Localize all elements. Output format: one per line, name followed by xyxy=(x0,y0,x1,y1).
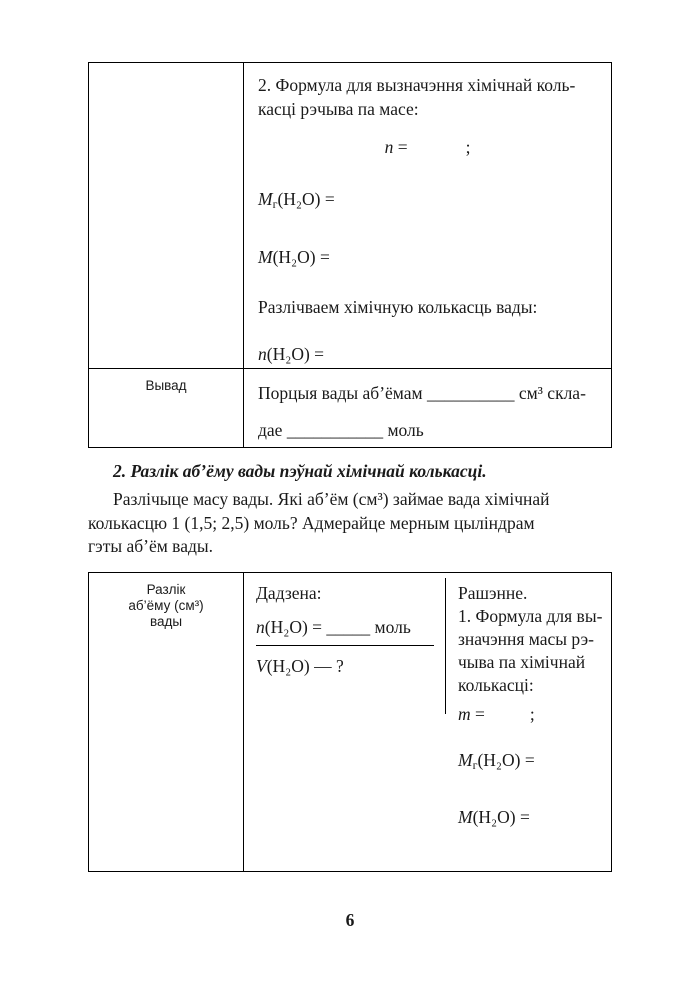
conclusion-line2-units: моль xyxy=(383,420,424,440)
symbol-n: n xyxy=(258,343,267,364)
formula-intro-line1: 2. Формула для вызначэння хімічнай коль- xyxy=(258,75,576,95)
unit-mol: моль xyxy=(370,617,411,637)
equation-find-v xyxy=(256,654,434,678)
calc-amount-text: Разлічваем хімічную колькасць вады: xyxy=(258,296,538,317)
solution-title: Рашэнне. xyxy=(458,583,528,603)
table-mass-calculation xyxy=(88,62,612,448)
equation-body: (H₂O) = xyxy=(472,806,530,827)
symbol-m-molar: M xyxy=(458,750,473,770)
equation-mr-h2o xyxy=(458,748,603,777)
equation-body: (H₂O) = xyxy=(264,617,327,637)
solution-text-line4: колькасці: xyxy=(458,675,534,695)
conclusion-cell xyxy=(244,369,611,447)
symbol-m-subscript: г xyxy=(272,196,278,211)
semicolon: ; xyxy=(529,704,535,724)
task2-text-line3: гэты аб’ём вады. xyxy=(88,536,214,556)
symbol-n: n xyxy=(256,617,265,637)
formula-intro-text xyxy=(258,73,597,121)
symbol-m-mass: m xyxy=(458,704,471,724)
conclusion-line2-text: дае xyxy=(258,420,287,440)
equation-body: (H₂O) — ? xyxy=(266,656,344,676)
conclusion-line1-text: Порцыя вады аб’ёмам xyxy=(258,383,427,403)
fill-in-blank-mol: _____ xyxy=(326,617,371,637)
page-number: 6 xyxy=(345,910,355,930)
volume-label-cell xyxy=(89,573,244,871)
task2-text-line1: Разлічыце масу вады. Які аб’ём (см³) займае вада хімічнай xyxy=(113,489,550,509)
table-volume-calculation xyxy=(88,572,612,872)
semicolon: ; xyxy=(465,137,471,157)
symbol-m-molar: M xyxy=(258,189,273,209)
given-title: Дадзена: xyxy=(256,583,322,603)
volume-label-line3: вады xyxy=(149,614,183,629)
symbol-n: n xyxy=(384,137,394,157)
equation-mr-h2o xyxy=(258,187,597,216)
task2-text-line2: колькасцю 1 (1,5; 2,5) моль? Адмерайце мерным цыліндрам xyxy=(88,512,535,533)
symbol-m: M xyxy=(258,246,273,267)
table-row-conclusion xyxy=(89,368,611,447)
table1-empty-label-cell xyxy=(89,63,244,368)
equation-m-h2o xyxy=(258,245,597,269)
equation-body: (H₂O) = xyxy=(277,189,335,209)
equation-body: (H₂O) = xyxy=(477,750,535,770)
given-cell xyxy=(244,573,446,871)
symbol-m-subscript: г xyxy=(472,757,478,772)
conclusion-label: Вывад xyxy=(89,369,244,447)
table-row-solution xyxy=(89,63,611,368)
given-solution-divider xyxy=(445,578,446,714)
fill-in-blank-volume: __________ xyxy=(426,383,515,403)
equals-sign: = xyxy=(470,704,485,724)
equation-n-blank xyxy=(258,135,597,159)
solution-text-line1: 1. Формула для вы- xyxy=(458,606,603,626)
solution-cell xyxy=(446,573,611,871)
conclusion-line1-units: см³ скла- xyxy=(514,383,586,403)
fill-in-blank-amount: ___________ xyxy=(286,420,384,440)
table-row-volume xyxy=(89,573,611,871)
symbol-m: M xyxy=(458,806,473,827)
equation-m-h2o xyxy=(458,805,603,829)
equation-m-blank xyxy=(458,702,603,726)
equation-body: (H₂O) = xyxy=(266,343,325,364)
equation-given-n xyxy=(256,615,434,639)
equation-body: (H₂O) = xyxy=(272,246,330,267)
task2-heading: 2. Разлік аб’ёму вады пэўнай хімічнай колькасці. xyxy=(113,461,487,481)
equals-sign: = xyxy=(393,137,408,157)
volume-label-line2: аб’ёму (см³) xyxy=(128,598,204,613)
task2-section xyxy=(88,458,612,559)
formula-intro-line2: касці рэчыва па масе: xyxy=(258,99,419,119)
solution-text-line2: значэння масы рэ- xyxy=(458,629,594,649)
given-find-divider xyxy=(256,645,434,646)
volume-label-line1: Разлік xyxy=(146,582,186,597)
equation-n-h2o xyxy=(258,342,597,366)
solution-text-line3: чыва па хімічнай xyxy=(458,652,586,672)
table1-solution-cell xyxy=(244,63,611,368)
symbol-v: V xyxy=(256,656,267,676)
